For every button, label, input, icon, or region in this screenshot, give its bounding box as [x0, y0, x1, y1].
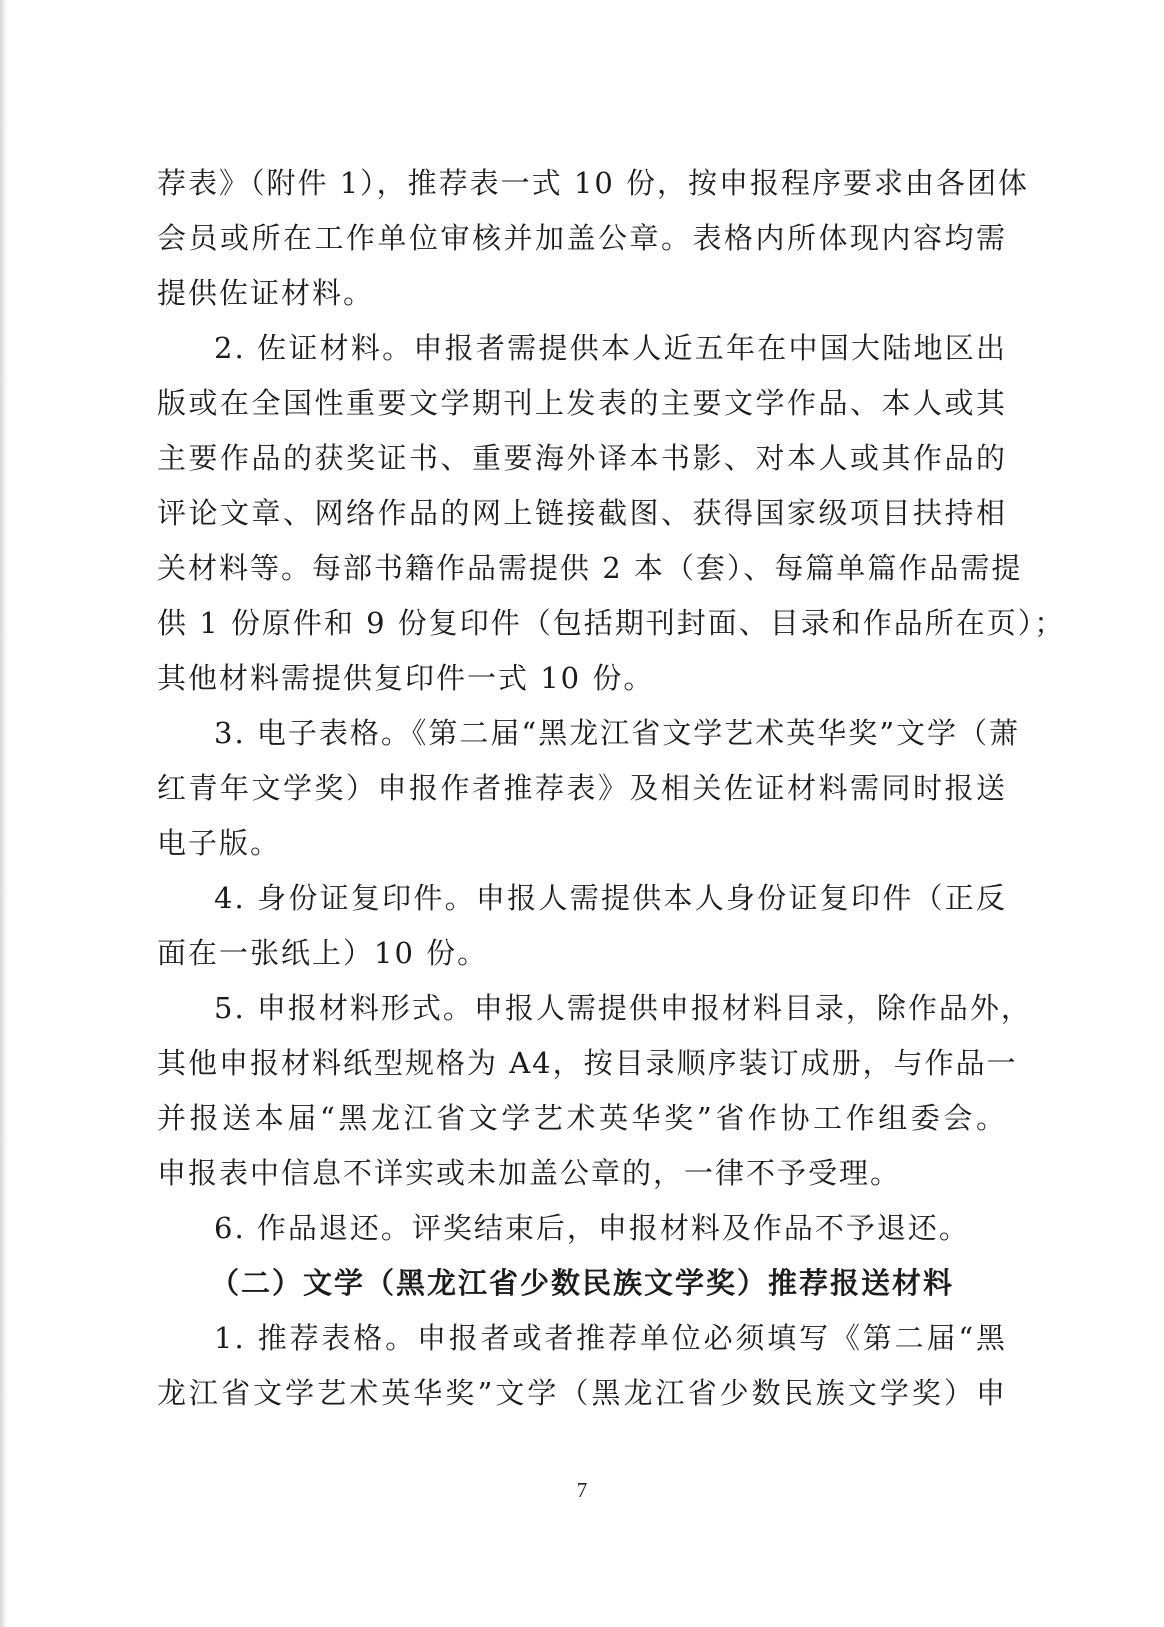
paragraph-line: 5. 申报材料形式。申报人需提供申报材料目录，除作品外，	[214, 991, 1032, 1025]
paragraph-line: 版或在全国性重要文学期刊上发表的主要文学作品、本人或其	[157, 386, 1007, 420]
paragraph-line: 1. 推荐表格。申报者或者推荐单位必须填写《第二届“黑	[214, 1321, 1007, 1355]
paragraph-line: 其他材料需提供复印件一式 10 份。	[157, 661, 655, 695]
paragraph-line: 评论文章、网络作品的网上链接截图、获得国家级项目扶持相	[157, 496, 1007, 530]
paragraph-line: 会员或所在工作单位审核并加盖公章。表格内所体现内容均需	[157, 221, 1007, 255]
paragraph-line: 主要作品的获奖证书、重要海外译本书影、对本人或其作品的	[157, 441, 1007, 475]
paragraph-line: 其他申报材料纸型规格为 A4，按目录顺序装订成册，与作品一	[157, 1046, 1018, 1080]
paragraph-line: 6. 作品退还。评奖结束后，申报材料及作品不予退还。	[214, 1211, 970, 1245]
page-number: 7	[576, 1478, 588, 1502]
paragraph-line: 龙江省文学艺术英华奖”文学（黑龙江省少数民族文学奖）申	[157, 1376, 1007, 1410]
paragraph-line: 申报表中信息不详实或未加盖公章的，一律不予受理。	[157, 1156, 902, 1190]
paragraph-line: 荐表》（附件 1），推荐表一式 10 份，按申报程序要求由各团体	[157, 166, 1030, 200]
section-heading: （二）文学（黑龙江省少数民族文学奖）推荐报送材料	[209, 1266, 954, 1300]
paragraph-line: 并报送本届“黑龙江省文学艺术英华奖”省作协工作组委会。	[157, 1101, 1007, 1135]
paragraph-line: 关材料等。每部书籍作品需提供 2 本（套）、每篇单篇作品需提	[157, 551, 1023, 585]
paragraph-line: 供 1 份原件和 9 份复印件（包括期刊封面、目录和作品所在页）；	[157, 606, 1066, 640]
paragraph-line: 电子版。	[157, 826, 282, 860]
paragraph-line: 2. 佐证材料。申报者需提供本人近五年在中国大陆地区出	[214, 331, 1007, 365]
paragraph-line: 提供佐证材料。	[157, 276, 375, 310]
page-left-shadow	[0, 0, 8, 1627]
paragraph-line: 红青年文学奖）申报作者推荐表》及相关佐证材料需同时报送	[157, 771, 1007, 805]
paragraph-line: 3. 电子表格。《第二届“黑龙江省文学艺术英华奖”文学（萧	[214, 716, 1021, 750]
document-body	[157, 156, 1066, 1421]
paragraph-line: 面在一张纸上）10 份。	[157, 936, 489, 970]
paragraph-line: 4. 身份证复印件。申报人需提供本人身份证复印件（正反	[214, 881, 1007, 915]
